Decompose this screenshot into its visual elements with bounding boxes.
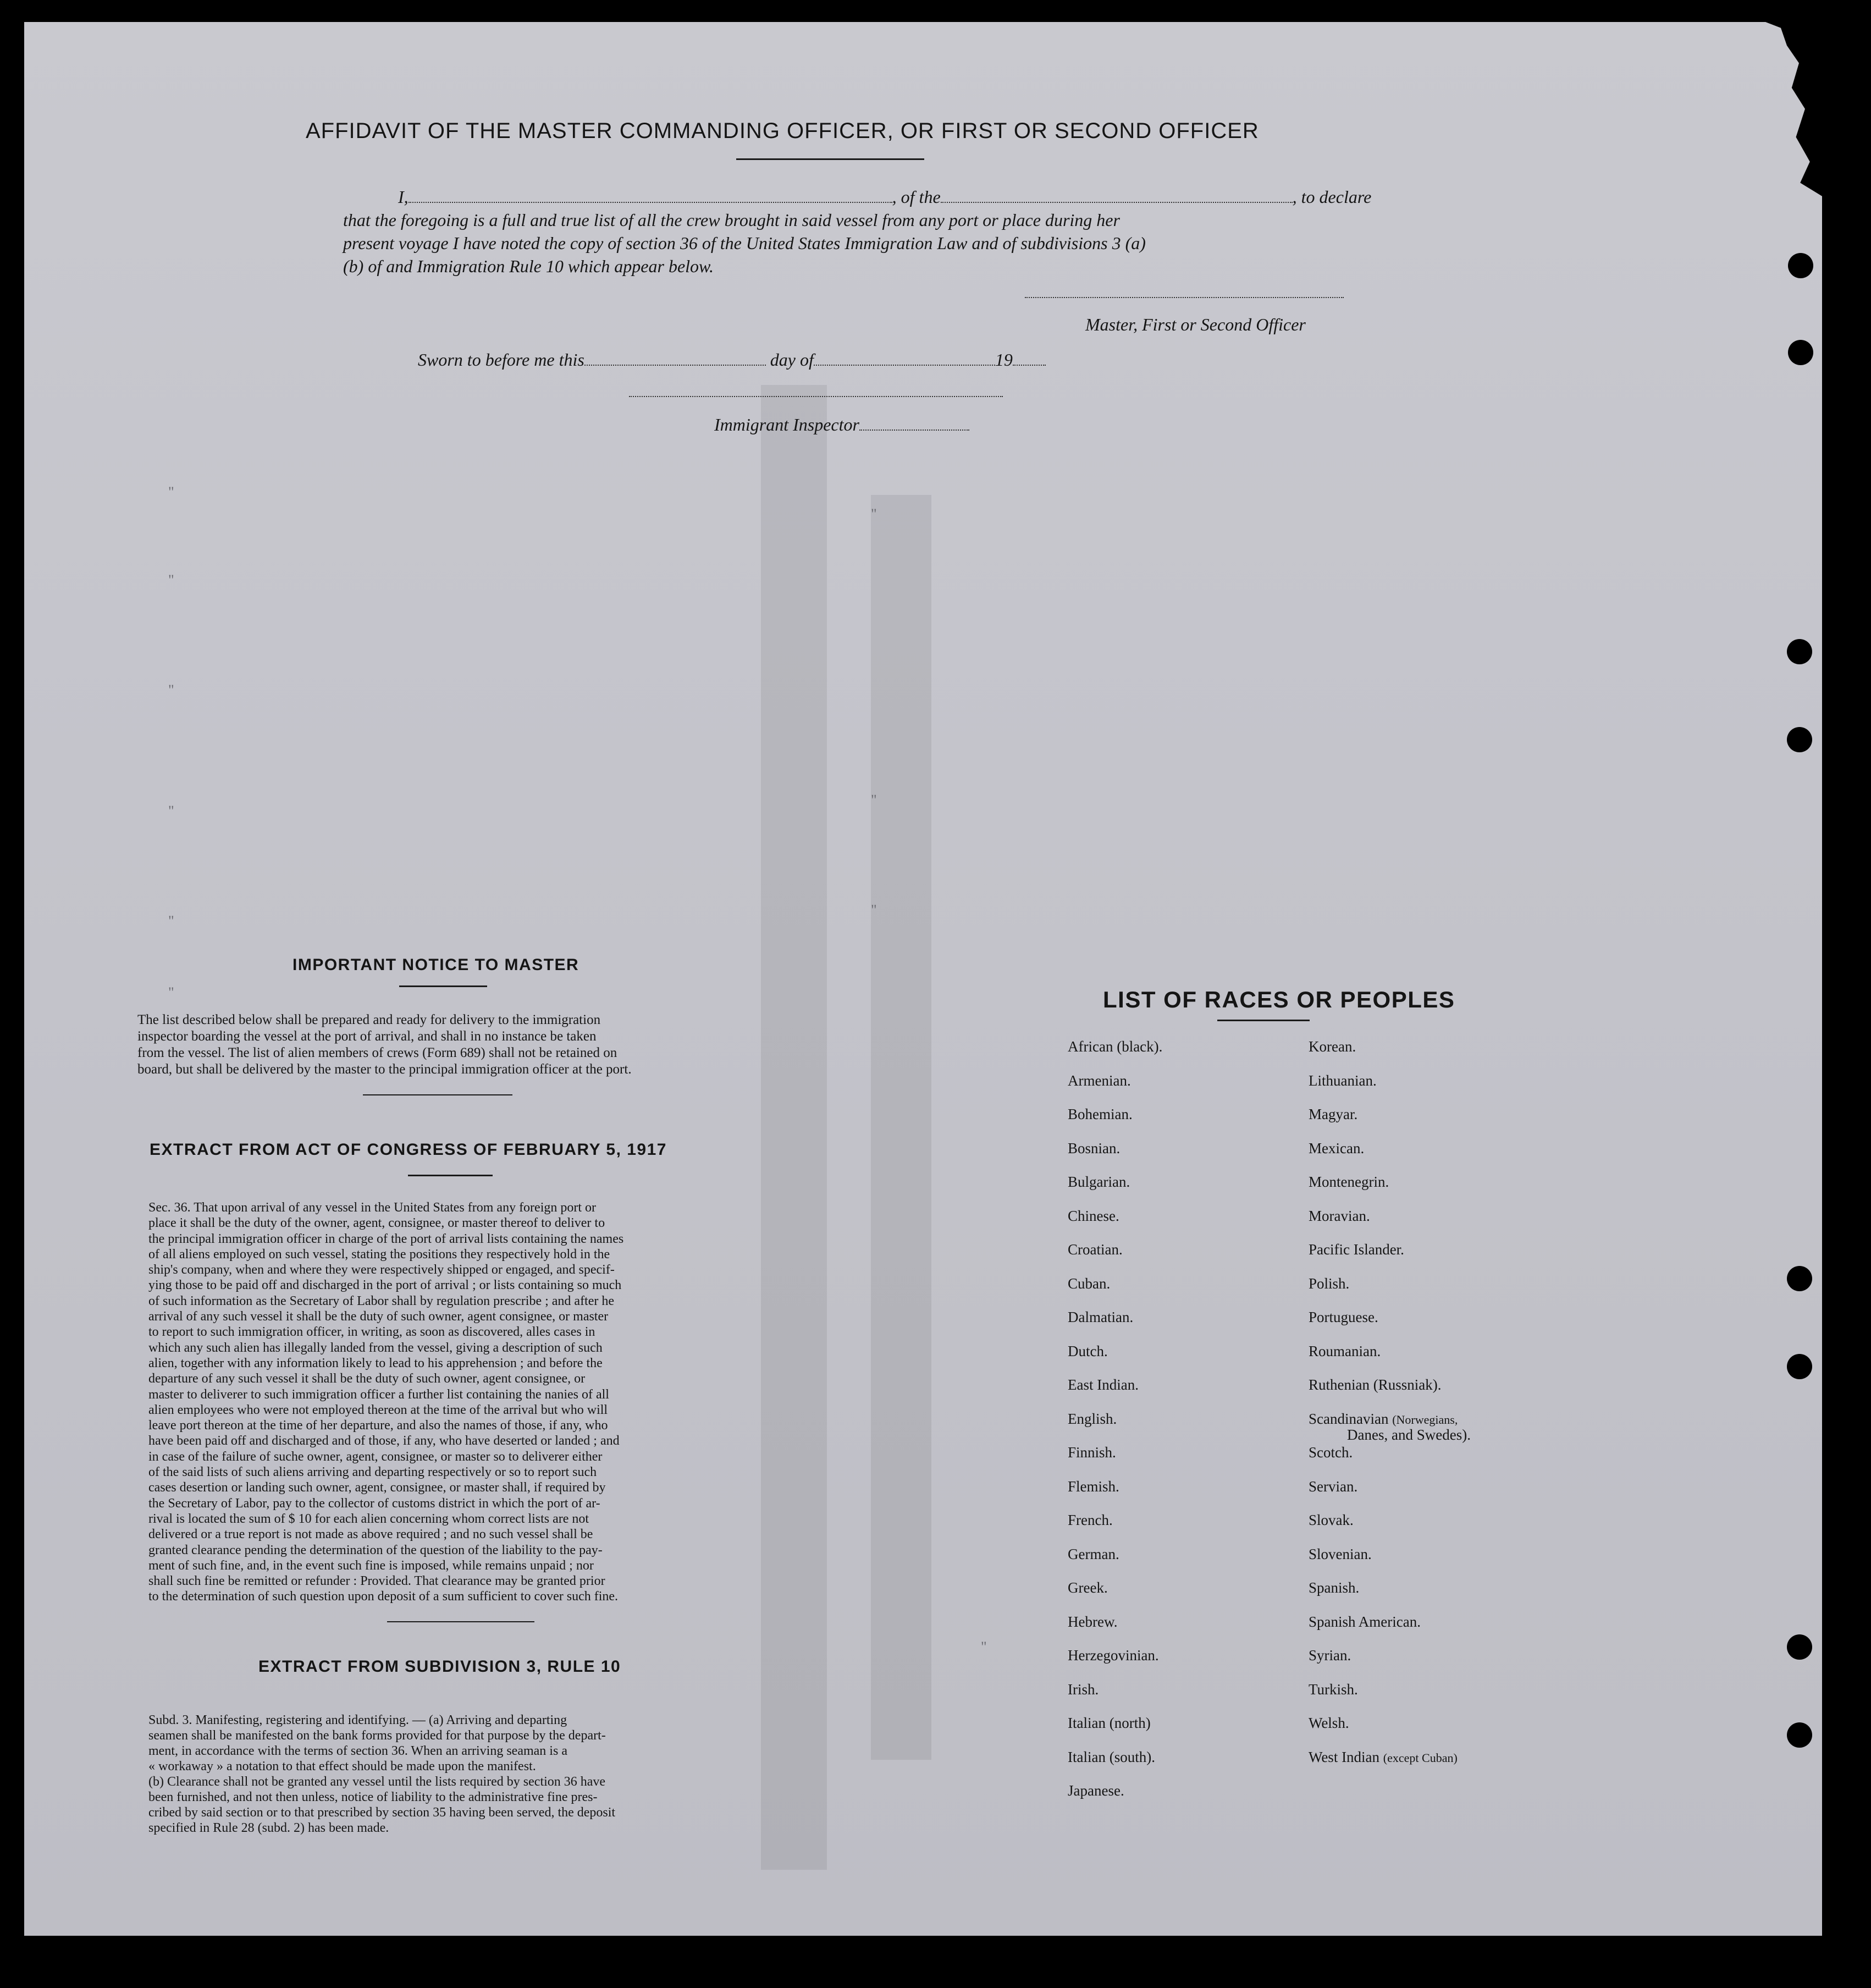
race-item: Finnish. xyxy=(1068,1444,1116,1461)
punch-hole xyxy=(1787,639,1812,664)
race-note: Danes, and Swedes). xyxy=(1347,1426,1471,1443)
race-item: Welsh. xyxy=(1309,1715,1349,1731)
race-item: Turkish. xyxy=(1309,1681,1358,1698)
act-divider xyxy=(387,1621,534,1622)
race-item: Lithuanian. xyxy=(1309,1072,1377,1089)
race-item: Portuguese. xyxy=(1309,1309,1378,1325)
act-line: Sec. 36. That upon arrival of any vessel in the United States from any foreign port or xyxy=(148,1200,597,1215)
sworn-month-blank[interactable] xyxy=(814,364,995,366)
race-item: Scotch. xyxy=(1309,1444,1353,1461)
race-item: Spanish American. xyxy=(1309,1613,1421,1630)
race-item: Japanese. xyxy=(1068,1782,1124,1799)
race-item: Magyar. xyxy=(1309,1106,1358,1122)
rule-text xyxy=(148,1712,793,1836)
sworn-label: Sworn to before me this xyxy=(418,350,584,370)
name-blank[interactable] xyxy=(409,201,892,203)
act-line: the principal immigration officer in charge of the port of arrival lists containing the names xyxy=(148,1231,624,1246)
affidavit-declare: , to declare xyxy=(1292,187,1372,207)
notice-title: IMPORTANT NOTICE TO MASTER xyxy=(292,956,579,974)
day-of-label: day of xyxy=(770,350,814,370)
race-item: Bosnian. xyxy=(1068,1139,1121,1157)
race-item: Slovak. xyxy=(1309,1512,1354,1528)
act-line: have been paid off and discharged and of those, if any, who have deserted or landed ; and xyxy=(148,1434,620,1449)
race-item: Armenian. xyxy=(1068,1072,1131,1089)
act-line: alien employees who were not employed thereon at the time of the arrival but who will xyxy=(148,1402,608,1417)
race-item: Italian (north) xyxy=(1068,1715,1151,1731)
act-line: arrival of any such vessel it shall be the duty of such owner, agent consignee, or master xyxy=(148,1309,609,1324)
notice-line: inspector boarding the vessel at the port of arrival, and shall in no instance be taken xyxy=(137,1029,597,1044)
affidavit-line3: present voyage I have noted the copy of section 36 of the United States Immigration Law and of subdivisions 3 (a) xyxy=(343,233,1146,253)
notice-text xyxy=(137,1012,793,1078)
race-item: Greek. xyxy=(1068,1579,1108,1596)
rule-title: EXTRACT FROM SUBDIVISION 3, RULE 10 xyxy=(258,1657,621,1676)
act-line: granted clearance pending the determination of the question of the liability to the pay- xyxy=(148,1543,603,1557)
act-title: EXTRACT FROM ACT OF CONGRESS OF FEBRUARY 5, 1917 xyxy=(150,1141,667,1159)
act-underline xyxy=(408,1175,493,1176)
inspector-label: Immigrant Inspector xyxy=(714,415,859,434)
notice-underline xyxy=(399,985,487,987)
document-page: " " " " " " " " " " AFFIDAVIT OF THE MASTER COMMANDING OFFICER, OR FIRST OR SECOND OFFICER I, , of the , to declare that the foregoing is a full and true list of all the crew brought in said vessel from any port or place during her present voyage I have noted the copy of section 36 of the United States Immigration Law and of subdivisions 3 (a) (b) of and Immigration Rule 10 which appear below. Master, First or Second Officer Sworn to before me this day of 19 Immigrant Inspector IMPORTANT NOTICE TO MASTER The list described below shall be prepared and ready for delivery to the immigration inspector boarding the vessel at the port of arrival, and shall in no instance be taken from the vessel. The list of alien members of crews (Form 689) shall not be retained on board, but shall be delivered by the master to the principal immigration officer at the port. EXTRACT FROM ACT OF CONGRESS OF FEBRUARY 5, 1917 Sec. 36. That upon arrival of any vessel in the United States from any foreign port or place it shall be the duty of the owner, agent, consignee, or master thereof to deliver to the principal immigration officer in charge of the port of arrival lists containing the names of all aliens employed on such vessel, stating the positions they respectively hold in the ship's company, when and where they were respectively shipped or engaged, and specif- ying those to be paid off and discharged in the port of arrival ; or lists containing so much of such information as the Secretary of Labor shall by regulation prescribe ; and after he arrival of any such vessel it shall be the duty of such owner, agent consignee, or master to report to such immigration officer, in writing, as soon as discovered, alles cases in which any such alien has illegally landed from the vessel, giving a description of such alien, together with any information likely to lead to his apprehension ; and before the departure of any such vessel it shall be the duty of such owner, agent consignee, or master to deliverer to such immigration officer a further list containing the nanies of all alien employees who were not employed thereon at the time of the arrival but who will leave port thereon at the time of her departure, and also the names of those, if any, who have been paid off and discharged and of those, if any, who have deserted or landed ; and in case of the failure of suche owner, agent, consignee, or master so to deliverer either of the said lists of such aliens arriving and departing respectively or so to report such cases desertion or landing such owner, agent, consignee, or master shall, if required by the Secretary of Labor, pay to the collector of customs district in which the port of ar- rival is located the sum of $ 10 for each alien concerning whom correct lists are not delivered or a true report is not made as above required ; and no such vessel shall be granted clearance pending the determination of the question of the liability to the pay- ment of such fine, and, in the event such fine is imposed, while remains unpaid ; nor shall such fine be remitted or refunder : Provided. That clearance may be granted prior to the determination of such question upon deposit of a sum sufficient to cover such fine. EXTRACT FROM SUBDIVISION 3, RULE 10 Subd. 3. Manifesting, registering and identifying. — (a) Arriving and departing seamen shall be manifested on the bank forms provided for that purpose by the depart- ment, in accordance with the terms of section 36. When an arriving seaman is a « workaway » a notation to that effect should be made upon the manifest. (b) Clearance shall not be granted any vessel until the lists required by section 36 have been furnished, and not then unless, notice of liability to the administrative fine pres- cribed by said section or to that prescribed by section 35 having been served, the deposit specified in Rule 28 (subd. 2) has been made. LIST OF RACES OR PEOPLES African (black). Armenian. Bohemian. Bosnian. Bulgarian. Chinese. Croatian. Cuban. Dalmatian. Dutch. East Indian. English. Finnish. Flemish. French. German. Greek. Hebrew. Herzegovinian. Irish. Italian (north) Italian (south). Japanese. Korean. Lithuanian. Magyar. Mexican. Montenegrin. Moravian. Pacific Islander. Polish. Portuguese. Roumanian. Ruthenian (Russniak). Scandinavian (Norwegians, Danes, and Swedes). Scotch. Servian. Slovak. Slovenian. Spanish. Spanish American. Syrian. Turkish. Welsh. West Indian (except Cuban) xyxy=(24,22,1822,1936)
signature-line[interactable] xyxy=(1025,296,1344,298)
affidavit-i: I, xyxy=(398,187,409,207)
inspector-blank[interactable] xyxy=(859,429,969,431)
race-item: East Indian. xyxy=(1068,1376,1139,1393)
title-underline xyxy=(736,158,924,160)
race-item: Spanish. xyxy=(1309,1579,1360,1596)
affidavit-of: , of the xyxy=(892,187,941,207)
notice-line: from the vessel. The list of alien members of crews (Form 689) shall not be retained on xyxy=(137,1045,617,1060)
notice-line: board, but shall be delivered by the master to the principal immigration officer at the port. xyxy=(137,1062,632,1077)
race-item: Dalmatian. xyxy=(1068,1309,1134,1325)
act-line: shall such fine be remitted or refunder : Provided. That clearance may be granted prior xyxy=(148,1574,605,1589)
rule-line: « workaway » a notation to that effect should be made upon the manifest. xyxy=(148,1759,536,1774)
bleed-through-stamp xyxy=(739,385,1003,1870)
rule-line: ment, in accordance with the terms of section 36. When an arriving seaman is a xyxy=(148,1744,567,1758)
race-item: French. xyxy=(1068,1512,1113,1528)
race-item: West Indian xyxy=(1309,1748,1380,1765)
act-line: of all aliens employed on such vessel, stating the positions they respectively hold in the xyxy=(148,1247,610,1262)
affidavit-line4: (b) of and Immigration Rule 10 which appear below. xyxy=(343,256,714,276)
year-label: 19 xyxy=(995,350,1013,370)
act-line: ment of such fine, and, in the event such fine is imposed, while remains unpaid ; nor xyxy=(148,1558,594,1573)
race-item: Italian (south). xyxy=(1068,1748,1155,1765)
race-item: German. xyxy=(1068,1545,1119,1562)
act-line: in case of the failure of suche owner, agent, consignee, or master so to deliverer either xyxy=(148,1449,603,1464)
race-item: Bohemian. xyxy=(1068,1106,1133,1122)
act-line: place it shall be the duty of the owner, agent, consignee, or master thereof to deliver to xyxy=(148,1216,605,1231)
punch-hole xyxy=(1788,340,1813,365)
races-column-1 xyxy=(1068,1038,1162,1816)
race-item: Slovenian. xyxy=(1309,1545,1372,1562)
notice-divider xyxy=(363,1094,512,1095)
race-item: Servian. xyxy=(1309,1478,1358,1495)
act-line: the Secretary of Labor, pay to the collector of customs district in which the port of ar- xyxy=(148,1496,600,1511)
act-line: which any such alien has illegally landed from the vessel, giving a description of such xyxy=(148,1340,603,1355)
act-line: rival is located the sum of $ 10 for each alien concerning whom correct lists are not xyxy=(148,1511,589,1526)
rule-line: cribed by said section or to that prescribed by section 35 having been served, the deposit xyxy=(148,1805,616,1820)
punch-hole xyxy=(1787,727,1812,752)
act-line: departure of any such vessel it shall be the duty of such owner, agent consignee, or xyxy=(148,1372,586,1386)
race-item: Montenegrin. xyxy=(1309,1174,1389,1190)
rule-line: (b) Clearance shall not be granted any vessel until the lists required by section 36 have xyxy=(148,1775,606,1789)
race-item: English. xyxy=(1068,1410,1117,1427)
inspector-caption xyxy=(714,415,969,435)
act-line: ying those to be paid off and discharged in the port of arrival ; or lists containing so much xyxy=(148,1278,622,1293)
act-line: delivered or a true report is not made as above required ; and no such vessel shall be xyxy=(148,1527,593,1542)
act-text xyxy=(148,1200,793,1605)
race-item-scandinavian xyxy=(1309,1411,1471,1445)
sworn-line xyxy=(418,350,1046,370)
race-item: Roumanian. xyxy=(1309,1342,1381,1359)
rule-line: Subd. 3. Manifesting, registering and identifying. — (a) Arriving and departing xyxy=(148,1713,567,1727)
act-line: to the determination of such question upon deposit of a sum sufficient to cover such fine. xyxy=(148,1589,619,1604)
inspector-signature-line[interactable] xyxy=(629,395,1003,397)
race-item: African (black). xyxy=(1068,1038,1163,1055)
race-item: Herzegovinian. xyxy=(1068,1647,1159,1664)
race-item: Syrian. xyxy=(1309,1647,1351,1664)
races-title: LIST OF RACES OR PEOPLES xyxy=(1103,987,1455,1012)
race-item: Mexican. xyxy=(1309,1139,1365,1157)
race-item: Flemish. xyxy=(1068,1478,1119,1495)
affidavit-title: AFFIDAVIT OF THE MASTER COMMANDING OFFICER, OR FIRST OR SECOND OFFICER xyxy=(306,119,1259,143)
races-column-2 xyxy=(1309,1038,1471,1782)
act-line: alien, together with any information likely to lead to his apprehension ; and before the xyxy=(148,1356,603,1370)
race-item: Pacific Islander. xyxy=(1309,1241,1404,1258)
race-item: Scandinavian xyxy=(1309,1410,1389,1427)
act-line: master to deliverer to such immigration officer a further list containing the nanies of all xyxy=(148,1387,609,1402)
race-note: (Norwegians, xyxy=(1392,1412,1458,1427)
act-line: to report to such immigration officer, in writing, as soon as discovered, alles cases in xyxy=(148,1325,595,1340)
race-note: (except Cuban) xyxy=(1383,1750,1458,1765)
act-line: of such information as the Secretary of Labor shall by regulation prescribe ; and after he xyxy=(148,1293,615,1308)
race-item: Polish. xyxy=(1309,1275,1350,1292)
torn-corner xyxy=(1763,21,1823,197)
rule-line: specified in Rule 28 (subd. 2) has been made. xyxy=(148,1821,389,1835)
punch-hole xyxy=(1787,1634,1812,1660)
rule-line: seamen shall be manifested on the bank forms provided for that purpose by the depart- xyxy=(148,1728,606,1743)
race-item: Dutch. xyxy=(1068,1342,1108,1359)
race-item: Chinese. xyxy=(1068,1207,1119,1224)
race-item: Irish. xyxy=(1068,1681,1099,1698)
year-blank[interactable] xyxy=(1013,364,1046,366)
race-item: Bulgarian. xyxy=(1068,1174,1130,1190)
race-item: Cuban. xyxy=(1068,1275,1111,1292)
race-item-west-indian xyxy=(1309,1749,1471,1783)
punch-hole xyxy=(1787,1266,1812,1291)
affidavit-line1 xyxy=(398,187,1371,207)
race-item: Croatian. xyxy=(1068,1241,1123,1258)
race-item: Hebrew. xyxy=(1068,1613,1118,1630)
act-line: of the said lists of such aliens arriving and departing respectively or so to report such xyxy=(148,1465,597,1480)
race-item: Korean. xyxy=(1309,1038,1356,1055)
punch-hole xyxy=(1787,1722,1812,1748)
act-line: cases desertion or landing such owner, agent, consignee, or master shall, if required by xyxy=(148,1480,606,1495)
punch-hole xyxy=(1787,1354,1812,1379)
affidavit-line2: that the foregoing is a full and true list of all the crew brought in said vessel from any port or place during her xyxy=(343,210,1120,230)
race-item: Ruthenian (Russniak). xyxy=(1309,1376,1442,1393)
sworn-day-blank[interactable] xyxy=(584,364,766,366)
act-line: leave port thereon at the time of her departure, and also the names of those, if any, who xyxy=(148,1418,608,1433)
act-line: ship's company, when and where they were respectively shipped or engaged, and specif- xyxy=(148,1263,615,1277)
punch-hole xyxy=(1788,253,1813,278)
notice-line: The list described below shall be prepared and ready for delivery to the immigration xyxy=(137,1012,601,1027)
races-underline xyxy=(1217,1020,1310,1021)
race-item: Moravian. xyxy=(1309,1207,1370,1224)
rule-line: been furnished, and not then unless, notice of liability to the administrative fine pres- xyxy=(148,1790,598,1804)
vessel-blank[interactable] xyxy=(941,201,1293,203)
signature-caption: Master, First or Second Officer xyxy=(1085,315,1306,334)
